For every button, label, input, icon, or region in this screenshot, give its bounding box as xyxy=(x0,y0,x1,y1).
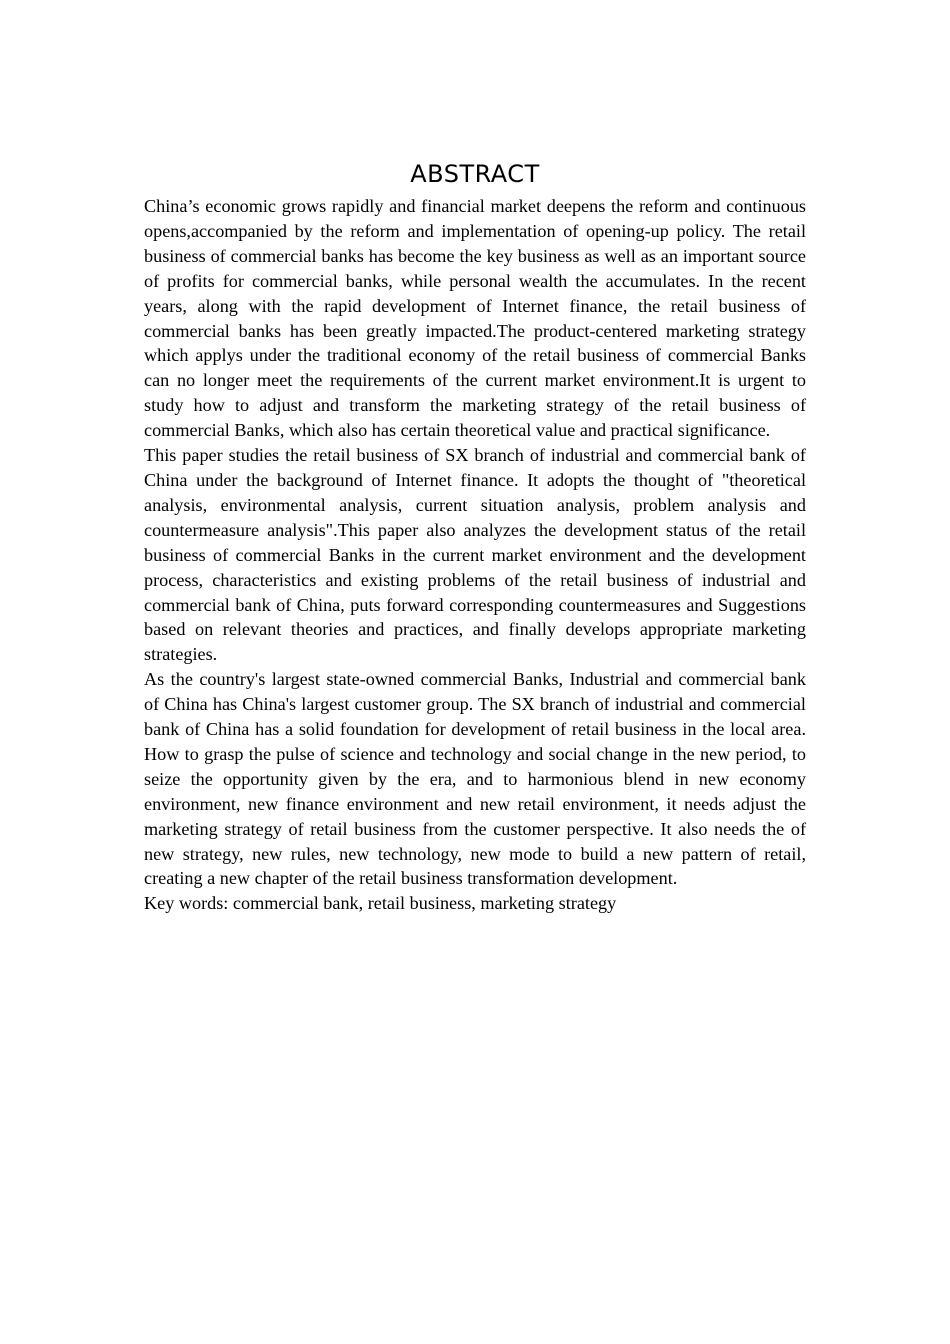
abstract-section xyxy=(144,158,806,916)
abstract-paragraph-3: As the country's largest state-owned commercial Banks, Industrial and commercial bank of China has China's largest customer group. The SX branch of industrial and commercial bank of China has a solid foundation for development of retail business in the local area. How to grasp the pulse of science and technology and social change in the new period, to seize the opportunity given by the era, and to harmonious blend in new economy environment, new finance environment and new retail environment, it needs adjust the marketing strategy of retail business from the customer perspective. It also needs the of new strategy, new rules, new technology, new mode to build a new pattern of retail, creating a new chapter of the retail business transformation development. xyxy=(144,669,806,889)
abstract-title: ABSTRACT xyxy=(410,160,540,188)
abstract-paragraph-1: China’s economic grows rapidly and financial market deepens the reform and continuous opens,accompanied by the reform and implementation of opening-up policy. The retail business of commercial banks has become the key business as well as an important source of profits for commercial banks, while personal wealth the accumulates. In the recent years, along with the rapid development of Internet finance, the retail business of commercial banks has been greatly impacted.The product-centered marketing strategy which applys under the traditional economy of the retail business of commercial Banks can no longer meet the requirements of the current market environment.It is urgent to study how to adjust and transform the marketing strategy of the retail business of commercial Banks, which also has certain theoretical value and practical significance. xyxy=(144,196,806,441)
abstract-paragraph-2: This paper studies the retail business of SX branch of industrial and commercial bank of China under the background of Internet finance. It adopts the thought of "theoretical analysis, environmental analysis, current situation analysis, problem analysis and countermeasure analysis".This paper also analyzes the development status of the retail business of commercial Banks in the current market environment and the development process, characteristics and existing problems of the retail business of industrial and commercial bank of China, puts forward corresponding countermeasures and Suggestions based on relevant theories and practices, and finally develops appropriate marketing strategies. xyxy=(144,445,806,665)
keywords-line: Key words: commercial bank, retail business, marketing strategy xyxy=(144,893,617,914)
